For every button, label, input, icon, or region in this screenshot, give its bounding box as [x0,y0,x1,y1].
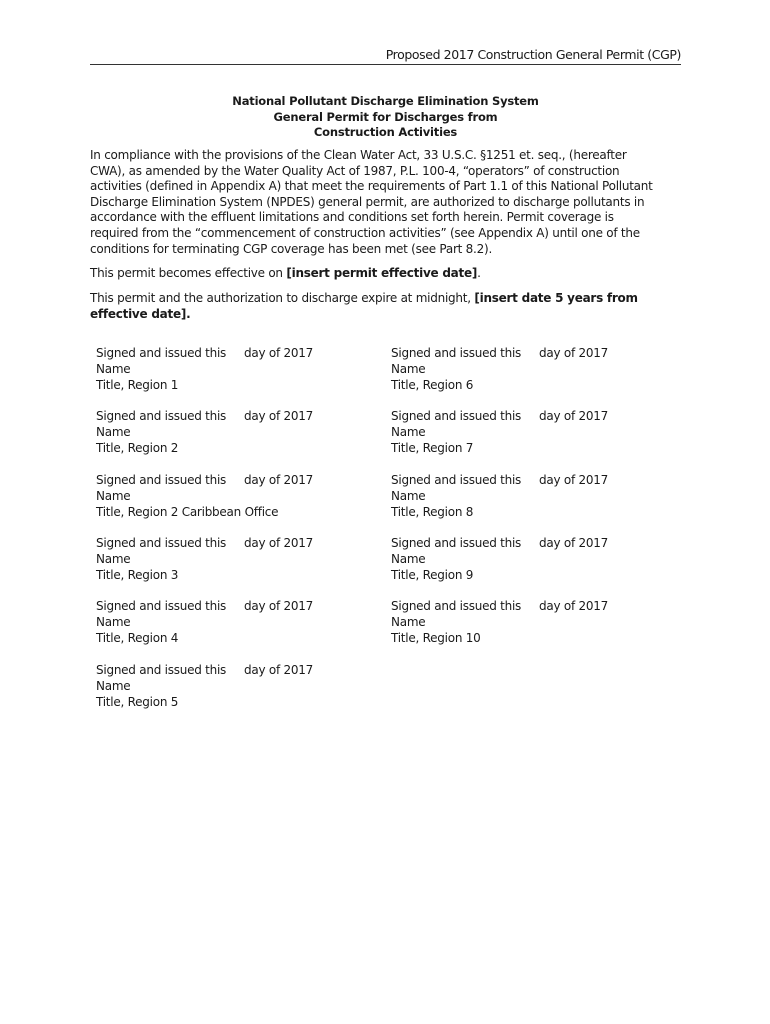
signed-label: Signed and issued this [96,599,227,613]
signer-title: Title, Region 6 [391,377,474,392]
signer-name: Name [96,552,131,566]
signed-label: Signed and issued this [391,346,522,360]
expiration-paragraph [90,291,662,322]
signed-label: Signed and issued this [391,409,522,423]
running-header [90,46,681,65]
expire-date-placeholder: [insert date 5 years from effective date]. [90,291,638,321]
effective-prefix: This permit becomes effective on [90,266,287,280]
signature-block-region-2 [96,409,376,457]
effective-suffix: . [477,266,481,280]
signature-block-region-3 [96,536,376,584]
signer-title: Title, Region 10 [391,630,481,645]
running-header-text: Proposed 2017 Construction General Permit (CGP) [385,47,681,62]
document-title [90,94,681,141]
signed-line [391,409,671,425]
day-label: day of 2017 [539,536,609,550]
signer-name: Name [96,489,131,503]
signed-line [96,409,376,425]
signer-name: Name [391,425,426,439]
signed-line [391,473,671,489]
day-label: day of 2017 [244,599,314,613]
day-label: day of 2017 [539,599,609,613]
compliance-paragraph: In compliance with the provisions of the Clean Water Act, 33 U.S.C. §1251 et. seq., (hereafter CWA), as amended by the Water Quality Act of 1987, P.L. 100-4, “operators” of construction activities (defined in Appendix A) that meet the requirements of Part 1.1 of this National Pollutant Discharge Elimination System (NPDES) general permit, are authorized to discharge pollutants in accordance with the effluent limitations and conditions set forth herein. Permit coverage is required from the “commencement of construction activities” (see Appendix A) until one of the conditions for terminating CGP coverage has been met (see Part 8.2). [90,148,653,256]
signer-name: Name [391,489,426,503]
signer-name: Name [96,362,131,376]
signature-block-region-4 [96,599,376,647]
title-line-1: National Pollutant Discharge Elimination System [232,94,539,108]
signer-title: Title, Region 1 [96,377,179,392]
signature-block-region-6 [391,346,671,394]
signature-block-region-9 [391,536,671,584]
signer-title: Title, Region 3 [96,567,179,582]
signer-name: Name [391,552,426,566]
signed-line [391,599,671,615]
signer-title: Title, Region 8 [391,504,474,519]
day-label: day of 2017 [244,346,314,360]
day-label: day of 2017 [244,663,314,677]
signer-title: Title, Region 2 [96,440,179,455]
signed-line [96,663,376,679]
day-label: day of 2017 [244,409,314,423]
signer-name: Name [391,615,426,629]
signed-line [96,599,376,615]
signed-label: Signed and issued this [96,409,227,423]
day-label: day of 2017 [539,346,609,360]
signer-title: Title, Region 4 [96,630,179,645]
signed-label: Signed and issued this [96,473,227,487]
day-label: day of 2017 [244,473,314,487]
signed-line [391,346,671,362]
day-label: day of 2017 [539,409,609,423]
signed-line [96,346,376,362]
signed-line [391,536,671,552]
signature-block-region-5 [96,663,376,711]
signed-label: Signed and issued this [391,473,522,487]
signer-title: Title, Region 9 [391,567,474,582]
signer-name: Name [391,362,426,376]
signature-block-region-10 [391,599,671,647]
signature-block-region-7 [391,409,671,457]
day-label: day of 2017 [244,536,314,550]
signed-label: Signed and issued this [96,536,227,550]
signed-label: Signed and issued this [391,599,522,613]
signature-block-region-1 [96,346,376,394]
signer-title: Title, Region 7 [391,440,474,455]
signer-title: Title, Region 5 [96,694,179,709]
signed-label: Signed and issued this [96,663,227,677]
effective-date-placeholder: [insert permit effective date] [286,266,478,280]
signed-label: Signed and issued this [391,536,522,550]
signer-name: Name [96,615,131,629]
signature-block-region-2-caribbean [96,473,376,521]
day-label: day of 2017 [539,473,609,487]
signer-title: Title, Region 2 Caribbean Office [96,504,279,519]
expire-prefix: This permit and the authorization to discharge expire at midnight, [90,291,475,305]
signature-block-region-8 [391,473,671,521]
signer-name: Name [96,679,131,693]
signed-label: Signed and issued this [96,346,227,360]
title-line-3: Construction Activities [313,125,458,139]
signer-name: Name [96,425,131,439]
signed-line [96,536,376,552]
effective-date-paragraph [90,266,662,282]
signed-line [96,473,376,489]
title-line-2: General Permit for Discharges from [273,109,498,124]
